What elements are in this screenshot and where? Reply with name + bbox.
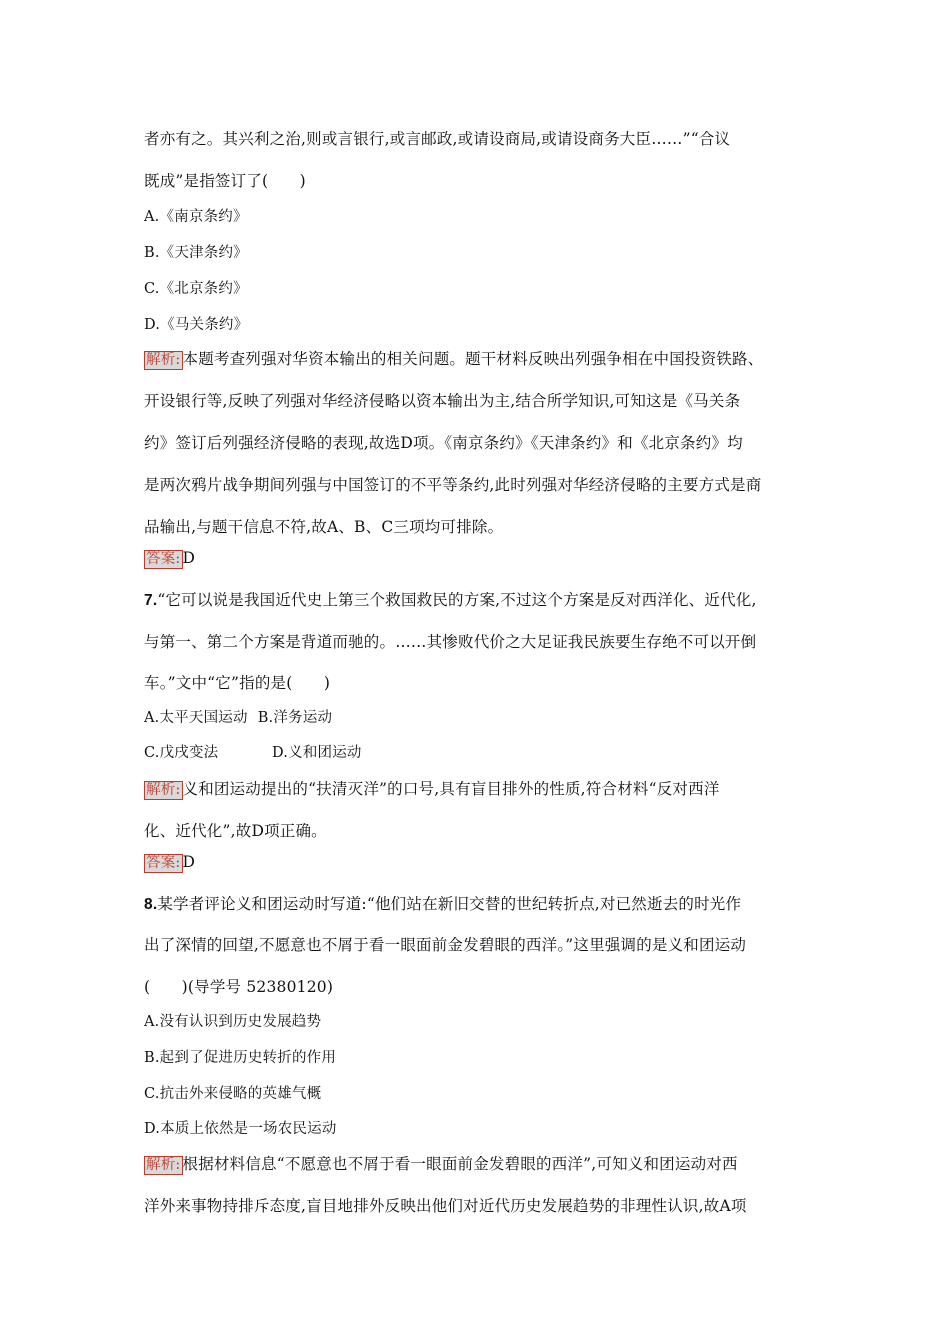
q7-option-c: C.戊戌变法 bbox=[144, 745, 219, 761]
q8-option-b: B.起到了促进历史转折的作用 bbox=[144, 1050, 337, 1066]
analysis-label: 解析: bbox=[146, 352, 181, 368]
q6-analysis-line-2: 开设银行等,反映了列强对华经济侵略以资本输出为主,结合所学知识,可知这是《马关条 bbox=[144, 392, 741, 410]
q8-analysis-line-2: 洋外来事物持排斥态度,盲目地排外反映出他们对近代历史发展趋势的非理性认识,故A项 bbox=[144, 1197, 747, 1215]
analysis-text: 根据材料信息“不愿意也不屑于看一眼面前金发碧眼的西洋”,可知义和团运动对西 bbox=[182, 1155, 738, 1173]
q7-analysis-line-1 bbox=[144, 777, 814, 800]
q6-option-d: D.《马关条约》 bbox=[144, 317, 249, 333]
q6-stem-line-1: 者亦有之。其兴利之治,则或言银行,或言邮政,或请设商局,或请设商务大臣……”“合议 bbox=[144, 130, 731, 148]
q7-option-a: A.太平天国运动 bbox=[144, 710, 248, 726]
q8-option-a: A.没有认识到历史发展趋势 bbox=[144, 1014, 322, 1030]
q6-stem-line-2: 既成”是指签订了( ) bbox=[144, 172, 306, 190]
question-text: 某学者评论义和团运动时写道:“他们站在新旧交替的世纪转折点,对已然逝去的时光作 bbox=[157, 895, 742, 913]
answer-label: 答案: bbox=[146, 855, 181, 871]
q7-stem-line-1 bbox=[144, 588, 814, 610]
q8-analysis-line-1 bbox=[144, 1152, 814, 1175]
q6-analysis-line-3: 约》签订后列强经济侵略的表现,故选D项。《南京条约》《天津条约》和《北京条约》均 bbox=[144, 434, 743, 452]
q6-analysis-line-1 bbox=[144, 347, 814, 370]
q7-stem-line-2: 与第一、第二个方案是背道而驰的。……其惨败代价之大足证我民族要生存绝不可以开倒 bbox=[144, 633, 757, 651]
q6-analysis-line-5: 品输出,与题干信息不符,故A、B、C三项均可排除。 bbox=[144, 518, 504, 536]
analysis-text: 义和团运动提出的“扶清灭洋”的口号,具有盲目排外的性质,符合材料“反对西洋 bbox=[182, 780, 720, 798]
question-number: 8. bbox=[144, 896, 158, 913]
answer-label: 答案: bbox=[146, 551, 181, 567]
q8-option-d: D.本质上依然是一场农民运动 bbox=[144, 1121, 337, 1137]
analysis-label: 解析: bbox=[146, 1157, 181, 1173]
question-number: 7. bbox=[144, 592, 158, 609]
q6-option-b: B.《天津条约》 bbox=[144, 245, 248, 261]
q7-option-d: D.义和团运动 bbox=[272, 745, 362, 761]
answer-value: D bbox=[182, 853, 196, 871]
q8-stem-line-1 bbox=[144, 892, 814, 914]
question-text: “它可以说是我国近代史上第三个救国救民的方案,不过这个方案是反对西洋化、近代化, bbox=[157, 591, 757, 609]
q6-option-a: A.《南京条约》 bbox=[144, 209, 248, 225]
q7-analysis-line-2: 化、近代化”,故D项正确。 bbox=[144, 822, 327, 840]
q7-answer bbox=[144, 853, 814, 873]
q7-options-row-2 bbox=[144, 741, 814, 762]
q7-options-row-1 bbox=[144, 706, 814, 727]
q6-option-c: C.《北京条约》 bbox=[144, 281, 248, 297]
analysis-text: 本题考查列强对华资本输出的相关问题。题干材料反映出列强争相在中国投资铁路、 bbox=[182, 350, 764, 368]
q8-stem-line-2: 出了深情的回望,不愿意也不屑于看一眼面前金发碧眼的西洋。”这里强调的是义和团运动 bbox=[144, 936, 747, 954]
q6-analysis-line-4: 是两次鸦片战争期间列强与中国签订的不平等条约,此时列强对华经济侵略的主要方式是商 bbox=[144, 476, 762, 494]
analysis-label: 解析: bbox=[146, 782, 181, 798]
answer-value: D bbox=[182, 549, 196, 567]
q8-option-c: C.抗击外来侵略的英雄气概 bbox=[144, 1086, 322, 1102]
q7-option-b: B.洋务运动 bbox=[257, 710, 333, 726]
q8-stem-line-3: ( )(导学号 52380120) bbox=[144, 978, 334, 996]
q7-stem-line-3: 车。”文中“它”指的是( ) bbox=[144, 674, 331, 692]
q6-answer bbox=[144, 549, 814, 569]
